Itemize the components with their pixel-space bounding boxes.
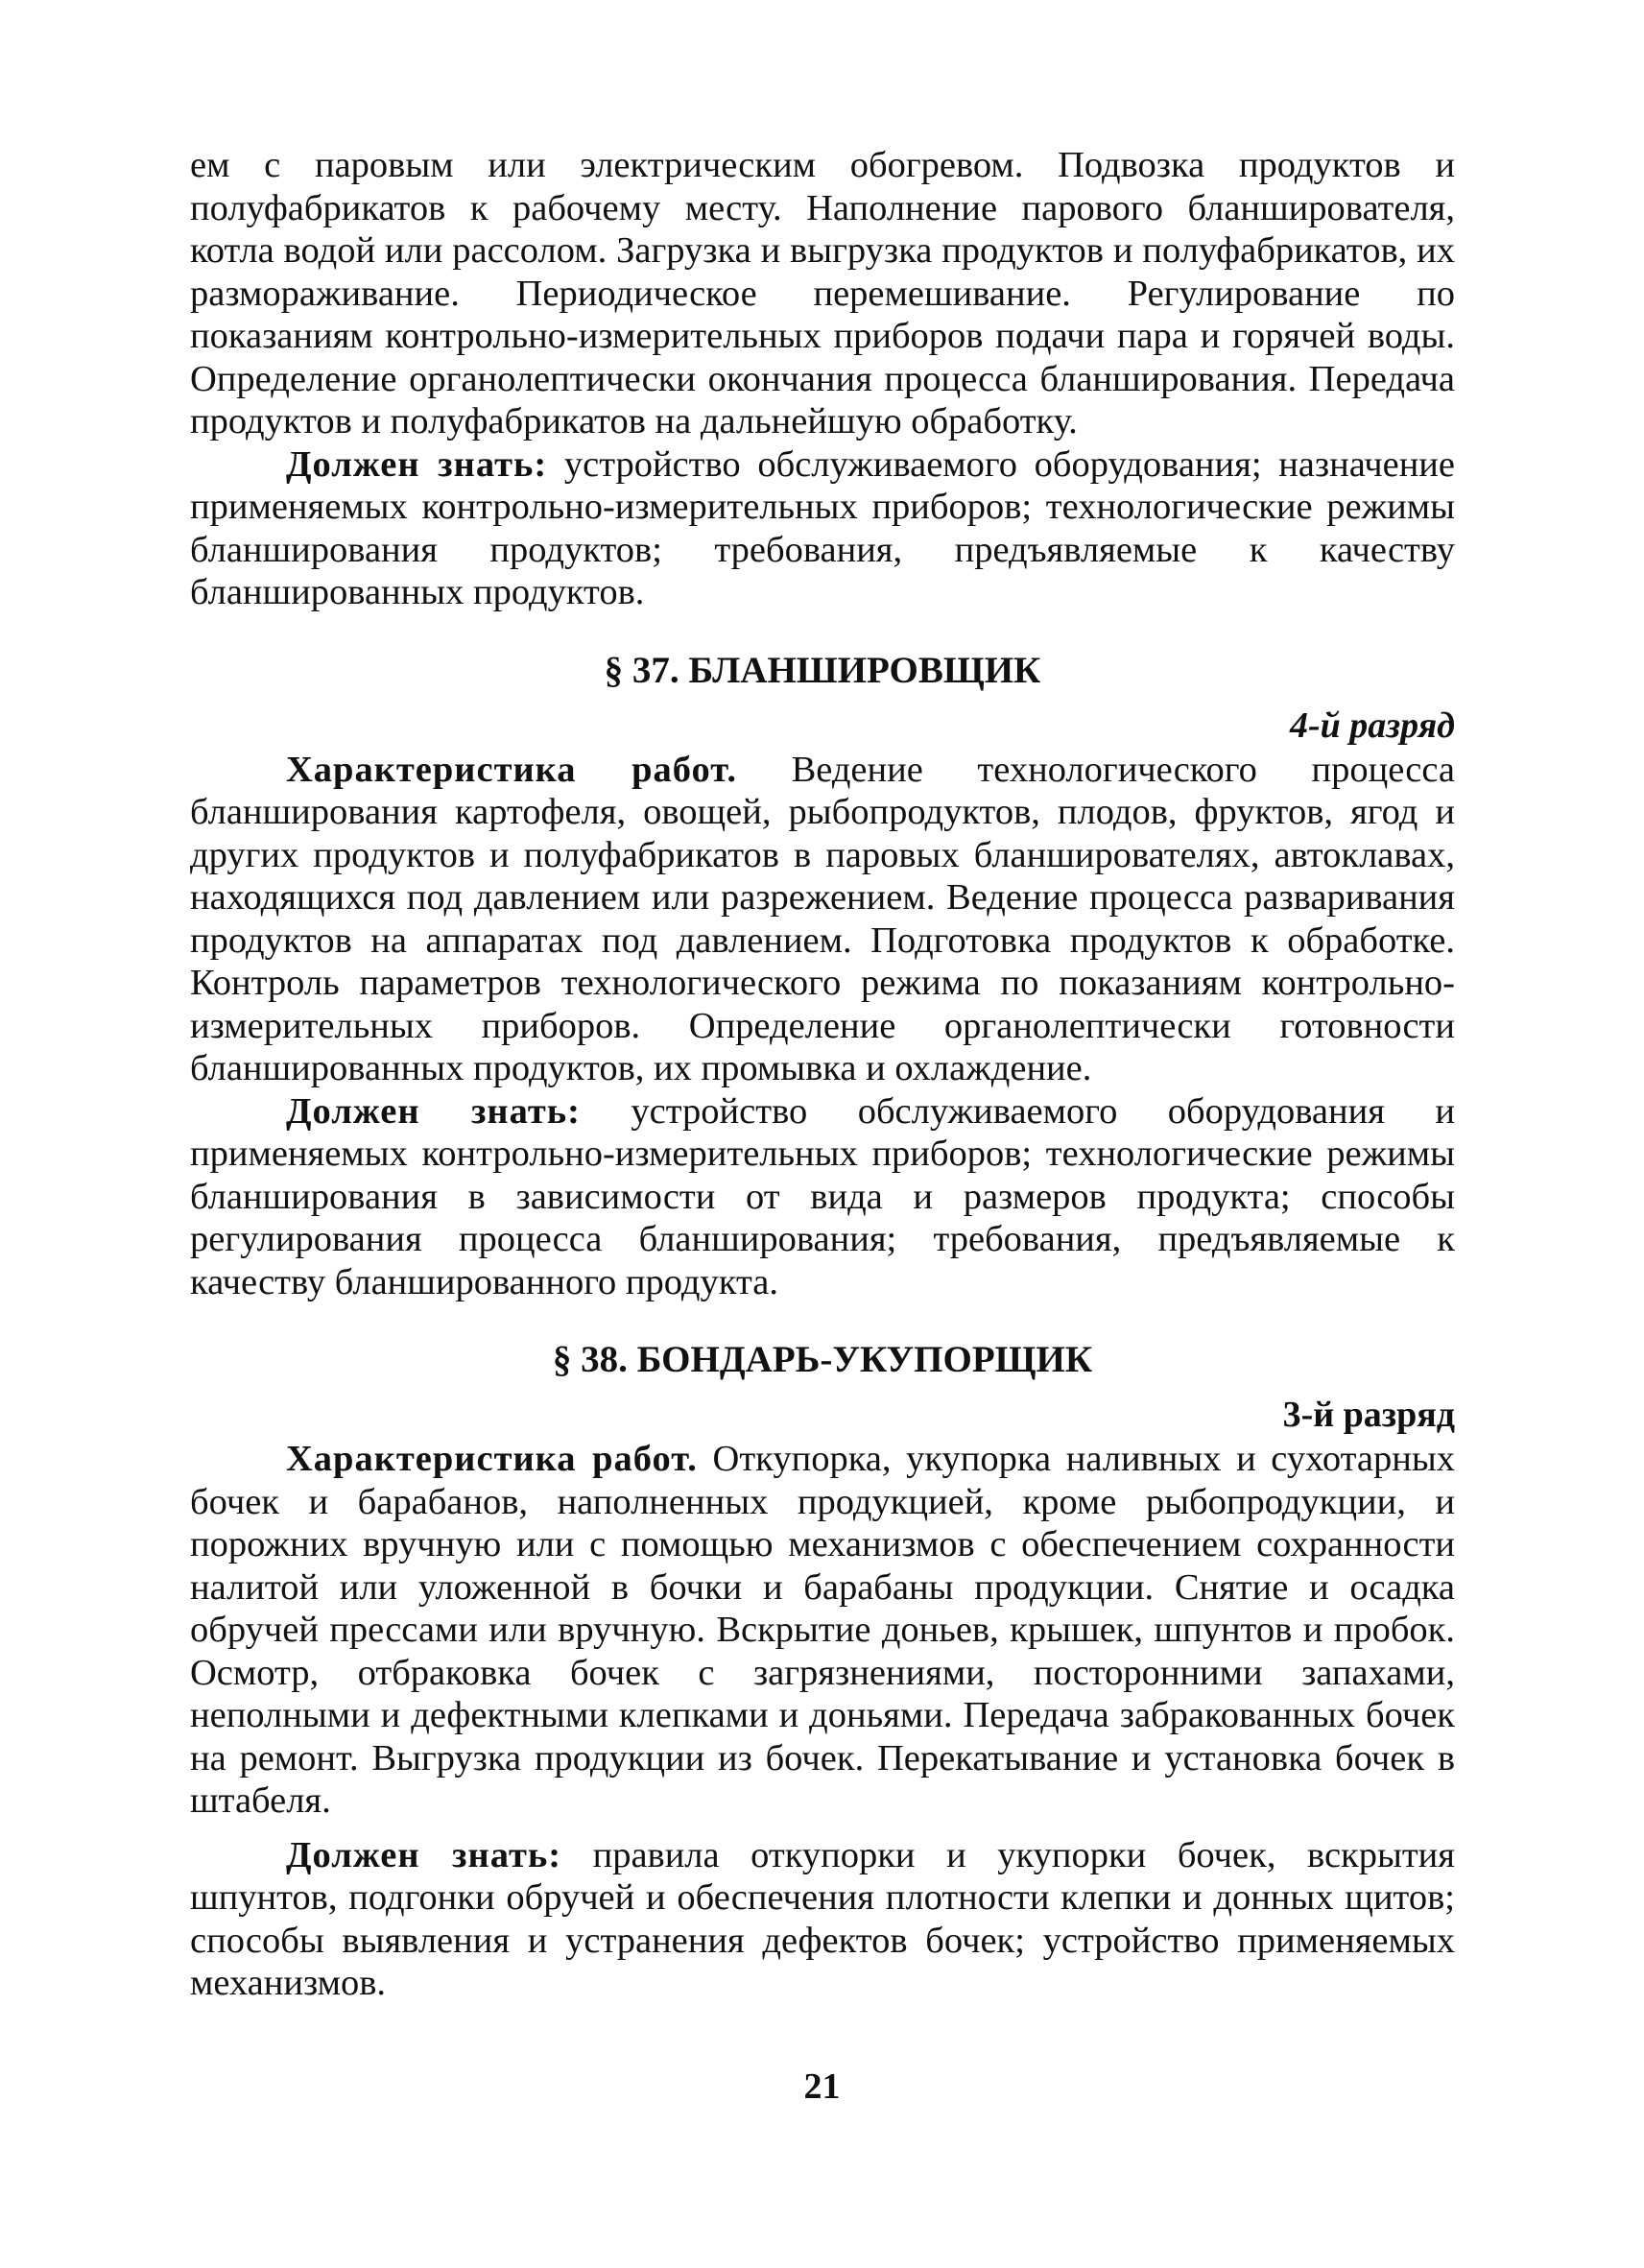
section-38-title: § 38. БОНДАРЬ-УКУПОРЩИК — [552, 1339, 1093, 1380]
section-37-work-text: Ведение технологического процесса бланширования картофеля, овощей, рыбопродуктов, плодов, фруктов, ягод и других продуктов и полуфабрикатов в паровых бланширователях, автоклавах, находящихся под давлением или разрежением. Ведение процесса разваривания продуктов на аппаратах под давлением. Подготовка продуктов к обработке. Контроль параметров технологического режима по показаниям контрольно-измерительных приборов. Определение органолептически готовности бланшированных продуктов, их промывка и охлаждение. — [190, 749, 1455, 1088]
section-37-knowledge-lead: Должен знать: — [286, 1090, 581, 1132]
section-38-grade: 3-й разряд — [1282, 1395, 1455, 1435]
section-37-title: § 37. БЛАНШИРОВЩИК — [604, 649, 1041, 691]
section-38-knowledge-paragraph — [190, 1834, 1455, 2005]
section-37-grade: 4-й разряд — [1289, 704, 1455, 746]
section-37-work-paragraph — [190, 749, 1455, 1090]
document-page — [190, 144, 1455, 2005]
intro-continuation-text: ем с паровым или электрическим обогревом. Подвозка продуктов и полуфабрикатов к рабочему месту. Наполнение парового бланширователя, котла водой или рассолом. Загрузка и выгрузка продуктов и полуфабрикатов, их размораживание. Периодическое перемешивание. Регулирование по показаниям контрольно-измерительных приборов подачи пара и горячей воды. Определение органолептически окончания процесса бланширования. Передача продуктов и полуфабрикатов на дальнейшую обработку. — [190, 145, 1455, 442]
section-38-work-lead: Характеристика работ. — [286, 1439, 698, 1479]
intro-continuation-paragraph — [190, 144, 1455, 443]
intro-knowledge-paragraph — [190, 443, 1455, 614]
intro-knowledge-text: устройство обслуживаемого оборудования; назначение применяемых контрольно-измерительных приборов; технологические режимы бланширования продуктов; требования, предъявляемые к качеству бланшированных продуктов. — [190, 443, 1455, 612]
section-38-work-paragraph — [190, 1438, 1455, 1823]
paragraph-spacer — [190, 1823, 1455, 1834]
page-number: 21 — [803, 2066, 841, 2107]
section-37-knowledge-paragraph — [190, 1090, 1455, 1304]
section-38-knowledge-lead: Должен знать: — [286, 1834, 562, 1875]
intro-knowledge-lead: Должен знать: — [286, 443, 548, 485]
section-37-knowledge-text: устройство обслуживаемого оборудования и применяемых контрольно-измерительных приборов; технологические режимы бланширования в зависимости от вида и размеров продукта; способы регулирования процесса бланширования; требования, предъявляемые к качеству бланшированного продукта. — [190, 1090, 1455, 1302]
section-38-work-text: Откупорка, укупорка наливных и сухотарных бочек и барабанов, наполненных продукцией, кроме рыбопродукции, и порожних вручную или с помощью механизмов с обеспечением сохранности налитой или уложенной в бочки и барабаны продукции. Снятие и осадка обручей прессами или вручную. Вскрытие доньев, крышек, шпунтов и пробок. Осмотр, отбраковка бочек с загрязнениями, посторонними запахами, неполными и дефектными клепками и доньями. Передача забракованных бочек на ремонт. Выгрузка продукции из бочек. Перекатывание и установка бочек в штабеля. — [190, 1439, 1455, 1821]
section-38-knowledge-text: правила откупорки и укупорки бочек, вскрытия шпунтов, подгонки обручей и обеспечения плотности клепки и донных щитов; способы выявления и устранения дефектов бочек; устройство применяемых механизмов. — [190, 1834, 1455, 2003]
section-37-work-lead: Характеристика работ. — [286, 749, 737, 790]
